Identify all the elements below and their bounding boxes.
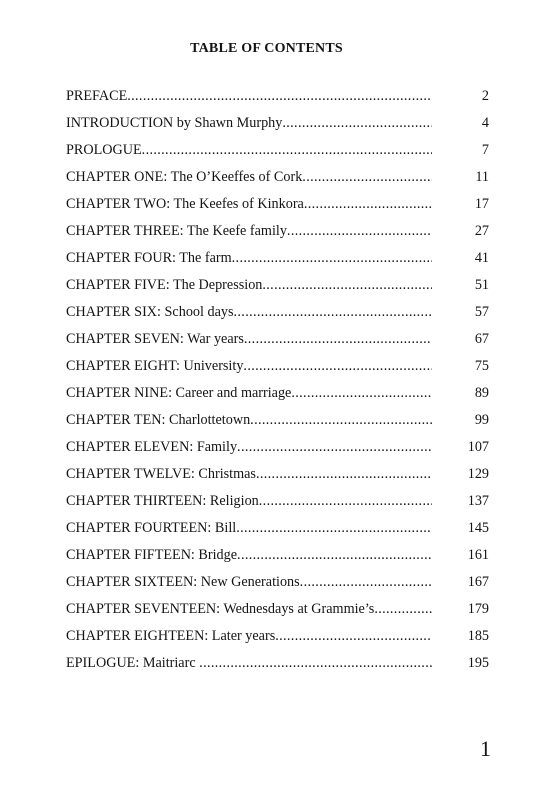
toc-entry-chapter-eight [66,356,490,383]
toc-entry-title: EPILOGUE: Maitriarc ..... [66,653,432,673]
toc-entry-title: CHAPTER EIGHTEEN: Later years ..... [66,626,432,646]
toc-entry-page: 195 [467,655,489,671]
toc-entry-chapter-two [66,194,490,221]
toc-entry-page: 89 [474,385,489,401]
toc-entry-title: CHAPTER ONE: The O’Keeffes of Cork ..... [66,167,432,187]
toc-entry-title: CHAPTER ELEVEN: Family ..... [66,437,432,457]
toc-entry-page: 17 [474,196,489,212]
toc-entry-title: CHAPTER FOUR: The farm ..... [66,248,432,268]
page-number: 1 [480,736,491,761]
toc-entry-page: 137 [467,493,489,509]
toc-entry-epilogue [66,653,490,680]
toc-entry-chapter-sixteen [66,572,490,599]
toc-entry-title: CHAPTER SEVEN: War years ..... [66,329,432,349]
toc-entry-page: 107 [467,439,489,455]
toc-entry-page: 57 [474,304,489,320]
toc-entry-page: 2 [481,88,489,104]
toc-entry-chapter-six [66,302,490,329]
toc-entry-title: PREFACE ..... [66,86,432,106]
toc-entry-chapter-fifteen [66,545,490,572]
toc-entry-page: 161 [467,547,489,563]
toc-entry-chapter-one [66,167,490,194]
toc-entry-preface [66,86,490,113]
toc-entry-page: 185 [467,628,489,644]
toc-entry-chapter-seven [66,329,490,356]
toc-entry-title: CHAPTER TWELVE: Christmas ..... [66,464,432,484]
toc-entry-chapter-three [66,221,490,248]
toc-entry-title: CHAPTER SIX: School days ..... [66,302,432,322]
toc-entry-title: INTRODUCTION by Shawn Murphy ..... [66,113,432,133]
toc-entry-chapter-nine [66,383,490,410]
toc-entry-chapter-ten [66,410,490,437]
toc-entry-chapter-five [66,275,490,302]
toc-entry-title: CHAPTER NINE: Career and marriage ..... [66,383,432,403]
toc-entry-chapter-thirteen [66,491,490,518]
toc-entry-chapter-eleven [66,437,490,464]
toc-entry-page: 7 [481,142,489,158]
toc-entry-page: 179 [467,601,489,617]
toc-entry-page: 27 [474,223,489,239]
table-of-contents [66,86,490,680]
toc-entry-page: 145 [467,520,489,536]
toc-entry-title: CHAPTER TWO: The Keefes of Kinkora ..... [66,194,432,214]
toc-entry-page: 129 [467,466,489,482]
page-title: TABLE OF CONTENTS [190,41,343,56]
toc-entry-chapter-twelve [66,464,490,491]
toc-entry-chapter-eighteen [66,626,490,653]
toc-entry-chapter-seventeen [66,599,490,626]
toc-entry-title: CHAPTER FOURTEEN: Bill ..... [66,518,432,538]
toc-entry-title: CHAPTER EIGHT: University ..... [66,356,432,376]
toc-entry-title: PROLOGUE ..... [66,140,432,160]
toc-entry-introduction [66,113,490,140]
toc-entry-title: CHAPTER FIVE: The Depression ..... [66,275,432,295]
toc-entry-page: 99 [474,412,489,428]
toc-entry-page: 11 [475,169,489,185]
toc-entry-prologue [66,140,490,167]
toc-entry-title: CHAPTER THREE: The Keefe family ..... [66,221,432,241]
toc-entry-page: 41 [474,250,489,266]
toc-entry-page: 51 [474,277,489,293]
toc-entry-page: 75 [474,358,489,374]
toc-entry-title: CHAPTER SIXTEEN: New Generations ..... [66,572,432,592]
toc-entry-title: CHAPTER FIFTEEN: Bridge ..... [66,545,432,565]
toc-entry-title: CHAPTER SEVENTEEN: Wednesdays at Grammie’s ..... [66,599,432,619]
toc-entry-page: 67 [474,331,489,347]
toc-entry-title: CHAPTER THIRTEEN: Religion ..... [66,491,432,511]
toc-entry-page: 4 [481,115,489,131]
toc-entry-title: CHAPTER TEN: Charlottetown ..... [66,410,432,430]
toc-entry-chapter-four [66,248,490,275]
toc-entry-page: 167 [467,574,489,590]
toc-entry-chapter-fourteen [66,518,490,545]
